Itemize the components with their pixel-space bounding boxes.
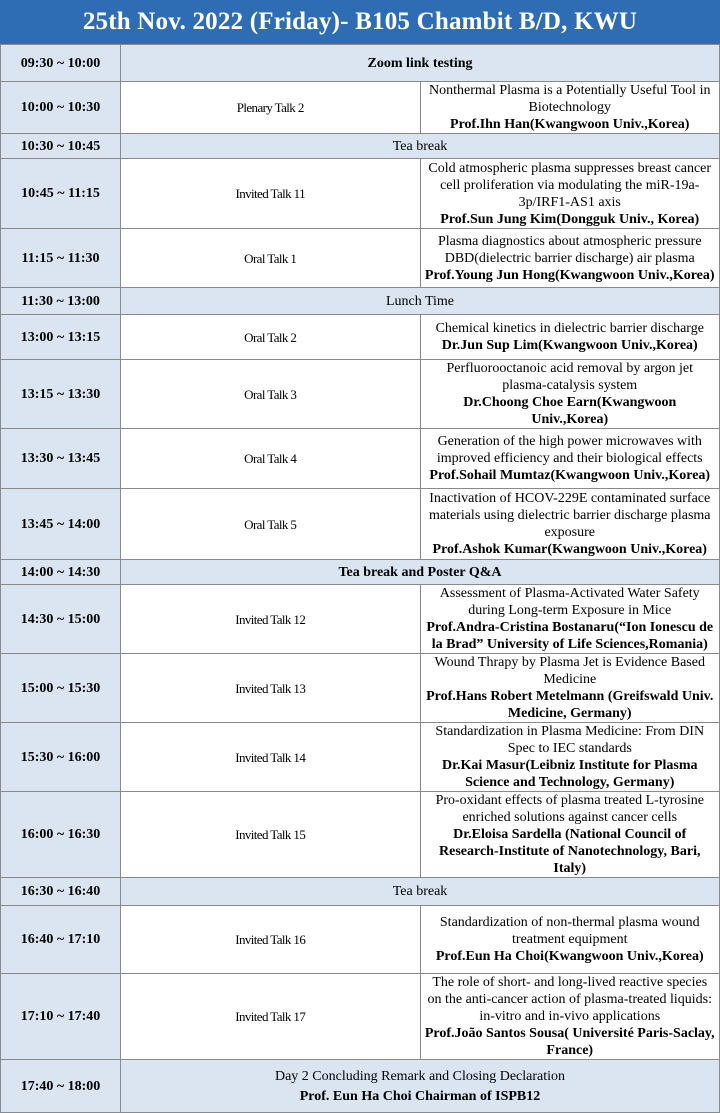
- speaker: Dr.Choong Choe Earn(Kwangwoon Univ.,Korea): [463, 395, 677, 427]
- time-cell: 16:40 ~ 17:10: [1, 906, 121, 974]
- speaker: Dr.Jun Sup Lim(Kwangwoon Univ.,Korea): [441, 338, 698, 353]
- table-row: [1, 45, 720, 82]
- session-cell: Lunch Time: [121, 288, 720, 315]
- session-cell: Tea break and Poster Q&A: [121, 560, 720, 585]
- talk-title: Nonthermal Plasma is a Potentially Useful Tool in Biotechnology: [429, 83, 711, 115]
- talk-type: Invited Talk 16: [121, 906, 421, 974]
- talk-cell: [420, 974, 720, 1060]
- talk-cell: [420, 906, 720, 974]
- time-cell: 10:00 ~ 10:30: [1, 82, 121, 134]
- time-cell: 16:00 ~ 16:30: [1, 792, 121, 878]
- table-row: [1, 878, 720, 906]
- table-row: [1, 906, 720, 974]
- time-cell: 15:00 ~ 15:30: [1, 654, 121, 723]
- table-row: [1, 585, 720, 654]
- talk-title: Wound Thrapy by Plasma Jet is Evidence Based Medicine: [434, 655, 705, 687]
- speaker: Prof.Sohail Mumtaz(Kwangwoon Univ.,Korea): [429, 468, 711, 483]
- table-row: [1, 974, 720, 1060]
- schedule-table: [0, 44, 720, 1113]
- time-cell: 11:30 ~ 13:00: [1, 288, 121, 315]
- table-row: [1, 134, 720, 159]
- table-row: [1, 489, 720, 560]
- time-cell: 11:15 ~ 11:30: [1, 229, 121, 288]
- speaker: Prof.Andra-Cristina Bostanaru(“Ion Ionescu de la Brad” University of Life Sciences,Romania): [426, 620, 714, 652]
- talk-title: Perfluorooctanoic acid removal by argon jet plasma-catalysis system: [446, 361, 694, 393]
- talk-cell: [420, 229, 720, 288]
- talk-type: Plenary Talk 2: [121, 82, 421, 134]
- talk-cell: [420, 159, 720, 229]
- table-row: [1, 288, 720, 315]
- table-row: [1, 792, 720, 878]
- speaker: Prof.João Santos Sousa( Université Paris-Saclay, France): [424, 1026, 715, 1058]
- talk-title: The role of short- and long-lived reactive species on the anti-cancer action of plasma-treated liquids: in-vitro and in-vivo applications: [427, 975, 713, 1024]
- talk-cell: [420, 429, 720, 489]
- talk-title: Inactivation of HCOV-229E contaminated surface materials using dielectric barrier discharge plasma exposure: [428, 491, 711, 540]
- talk-title: Plasma diagnostics about atmospheric pressure DBD(dielectric barrier discharge) air plasma: [437, 233, 702, 266]
- talk-type: Oral Talk 2: [121, 315, 421, 360]
- time-cell: 10:30 ~ 10:45: [1, 134, 121, 159]
- speaker: Dr.Kai Masur(Leibniz Institute for Plasma Science and Technology, Germany): [442, 758, 698, 790]
- talk-cell: [420, 82, 720, 134]
- speaker: Prof.Ihn Han(Kwangwoon Univ.,Korea): [450, 117, 690, 132]
- closing-cell: [121, 1060, 720, 1113]
- speaker: Prof.Young Jun Hong(Kwangwoon Univ.,Korea): [424, 267, 715, 283]
- time-cell: 15:30 ~ 16:00: [1, 723, 121, 792]
- table-row: [1, 723, 720, 792]
- talk-cell: [420, 585, 720, 654]
- speaker: Prof.Hans Robert Metelmann (Greifswald Univ. Medicine, Germany): [426, 689, 714, 721]
- talk-title: Cold atmospheric plasma suppresses breast cancer cell proliferation via modulating the miR-19a-3p/IRF1-AS1 axis: [428, 160, 712, 210]
- closing-title: Day 2 Concluding Remark and Closing Declaration: [274, 1068, 566, 1084]
- talk-title: Standardization of non-thermal plasma wound treatment equipment: [439, 915, 700, 947]
- talk-type: Invited Talk 12: [121, 585, 421, 654]
- table-row: [1, 159, 720, 229]
- talk-type: Invited Talk 15: [121, 792, 421, 878]
- talk-title: Assessment of Plasma-Activated Water Safety during Long-term Exposure in Mice: [439, 586, 700, 618]
- time-cell: 13:00 ~ 13:15: [1, 315, 121, 360]
- time-cell: 17:40 ~ 18:00: [1, 1060, 121, 1113]
- talk-cell: [420, 792, 720, 878]
- table-row: [1, 560, 720, 585]
- talk-title: Pro-oxidant effects of plasma treated L-tyrosine enriched solutions against cancer cells: [435, 793, 704, 825]
- table-row: [1, 229, 720, 288]
- time-cell: 10:45 ~ 11:15: [1, 159, 121, 229]
- table-row: [1, 315, 720, 360]
- table-row: [1, 654, 720, 723]
- time-cell: 13:45 ~ 14:00: [1, 489, 121, 560]
- session-cell: Tea break: [121, 134, 720, 159]
- session-cell: Zoom link testing: [121, 45, 720, 82]
- table-row: [1, 429, 720, 489]
- talk-type: Invited Talk 17: [121, 974, 421, 1060]
- talk-type: Invited Talk 11: [121, 159, 421, 229]
- table-row: [1, 82, 720, 134]
- talk-type: Oral Talk 3: [121, 360, 421, 429]
- talk-type: Oral Talk 1: [121, 229, 421, 288]
- talk-title: Generation of the high power microwaves with improved efficiency and their biological effects: [436, 434, 703, 466]
- time-cell: 17:10 ~ 17:40: [1, 974, 121, 1060]
- closing-speaker: Prof. Eun Ha Choi Chairman of ISPB12: [299, 1088, 541, 1104]
- time-cell: 09:30 ~ 10:00: [1, 45, 121, 82]
- session-cell: Tea break: [121, 878, 720, 906]
- table-row: [1, 1060, 720, 1113]
- talk-type: Oral Talk 4: [121, 429, 421, 489]
- talk-type: Invited Talk 14: [121, 723, 421, 792]
- talk-cell: [420, 654, 720, 723]
- talk-title: Chemical kinetics in dielectric barrier discharge: [435, 321, 704, 336]
- speaker: Dr.Eloisa Sardella (National Council of Research-Institute of Nanotechnology, Bari, Italy): [439, 827, 701, 876]
- speaker: Prof.Ashok Kumar(Kwangwoon Univ.,Korea): [432, 542, 707, 557]
- speaker: Prof.Eun Ha Choi(Kwangwoon Univ.,Korea): [435, 949, 704, 964]
- time-cell: 14:30 ~ 15:00: [1, 585, 121, 654]
- talk-cell: [420, 723, 720, 792]
- speaker: Prof.Sun Jung Kim(Dongguk Univ., Korea): [440, 211, 700, 227]
- talk-title: Standardization in Plasma Medicine: From DIN Spec to IEC standards: [435, 724, 705, 756]
- talk-type: Invited Talk 13: [121, 654, 421, 723]
- talk-cell: [420, 489, 720, 560]
- page-title: 25th Nov. 2022 (Friday)- B105 Chambit B/D, KWU: [0, 0, 720, 44]
- talk-type: Oral Talk 5: [121, 489, 421, 560]
- time-cell: 16:30 ~ 16:40: [1, 878, 121, 906]
- table-row: [1, 360, 720, 429]
- talk-cell: [420, 360, 720, 429]
- time-cell: 13:30 ~ 13:45: [1, 429, 121, 489]
- time-cell: 13:15 ~ 13:30: [1, 360, 121, 429]
- time-cell: 14:00 ~ 14:30: [1, 560, 121, 585]
- talk-cell: [420, 315, 720, 360]
